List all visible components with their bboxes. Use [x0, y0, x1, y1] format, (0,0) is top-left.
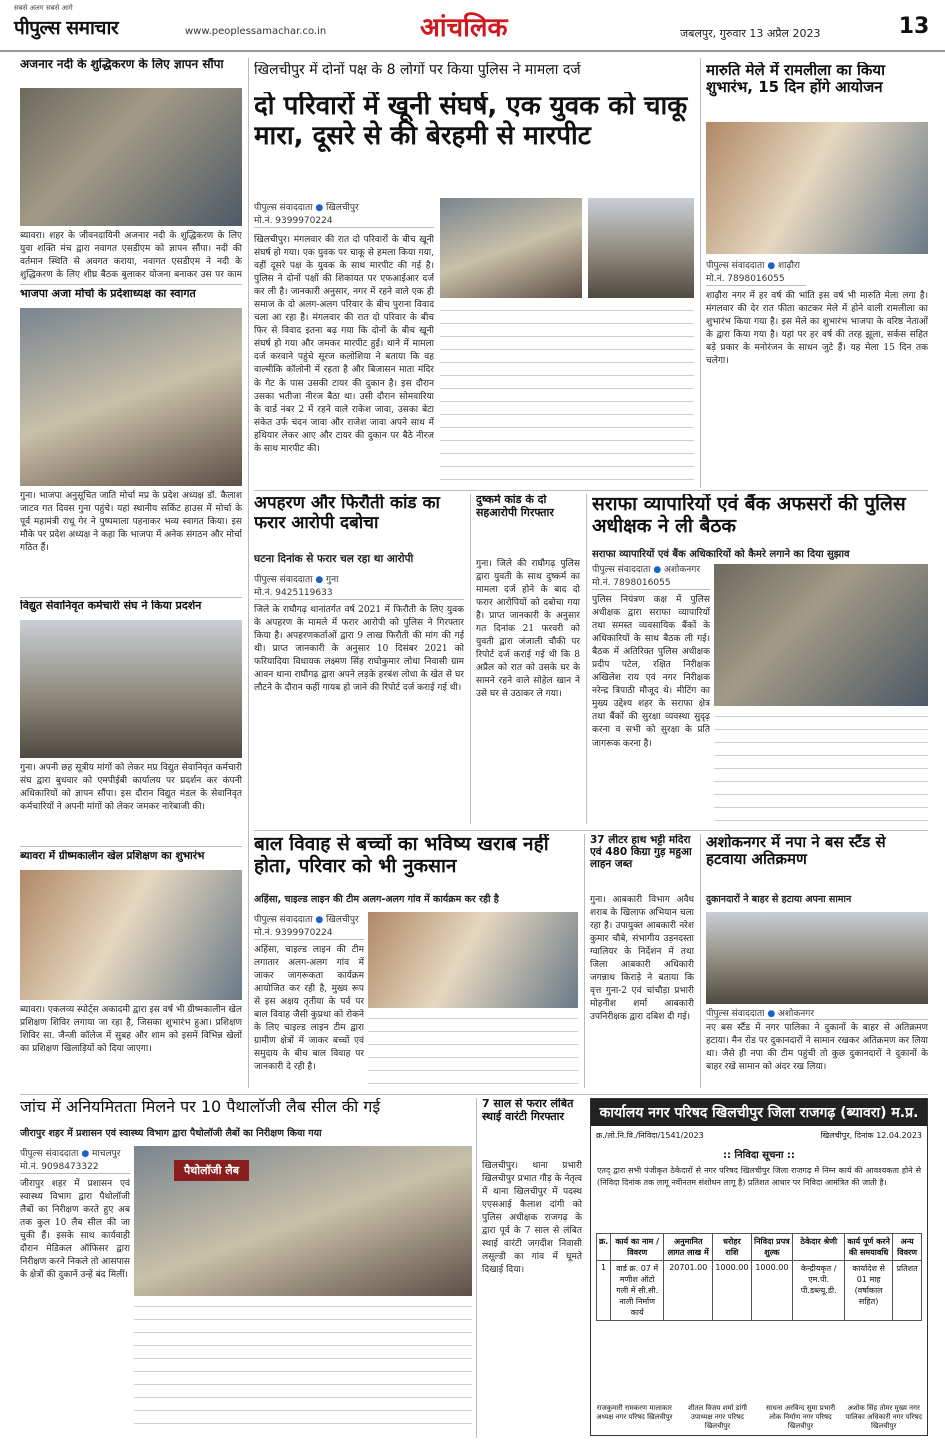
dateline-place: शाढ़ौरा: [778, 261, 800, 271]
column-header: निविदा प्रपत्र शुल्क: [751, 1234, 793, 1261]
story2-photo: [20, 308, 242, 486]
divider: [254, 490, 928, 491]
reporter-mobile: मो.नं. 9425119633: [254, 588, 333, 598]
rape-headline-wrap: [476, 494, 580, 554]
signature-block: राजकुमारी रामकरण मालाकार अध्यक्ष नगर परिषद खिलचीपुर: [596, 1403, 673, 1421]
reporter-mobile: मो.नं. 9399970224: [254, 216, 333, 226]
story4-text: ब्यावरा। एकलव्य स्पोर्ट्स अकादमी द्वारा इस वर्ष भी ग्रीष्मकालीन खेल प्रशिक्षण शिविर लगाया जा रहा है, जिसका शुभारंभ हुआ। प्रशिक्षण शिविर सा. जैन्जी कॉलेज में सुबह और शाम को इसमें विभिन्न खेलों का प्रशिक्षण खिलाड़ियों को दिया जाएगा।: [20, 1005, 242, 1055]
story3-title-wrap: [20, 600, 242, 618]
lead-text-continued: [440, 304, 694, 484]
story3-photo: [20, 620, 242, 758]
lead-photo-2: [588, 198, 694, 298]
dateline-place: अशोकनगर: [664, 565, 701, 575]
story3-text: गुना। अपनी छह सूत्रीय मांगों को लेकर मप्र विद्युत सेवानिवृत कर्मचारी संघ द्वारा बुधवार को एमपीईबी कार्यालय पर प्रदर्शन कर कंपनी अधिकारियों को ज्ञापन सौंपा। इस दौरान विद्युत मंडल के सेवानिवृत कर्मचारियों ने अपनी मांगों को लेकर जमकर नारेबाजी की।: [20, 763, 242, 813]
lead-kicker-wrap: [254, 62, 694, 86]
column-divider: [476, 1098, 477, 1438]
lead-headline-wrap: [254, 92, 694, 184]
child-marriage-subhead: अहिंसा, चाइल्ड लाइन की टीम अलग-अलग गांव में कार्यक्रम कर रही है: [254, 894, 499, 905]
column-header: अन्य विवरण: [893, 1234, 922, 1261]
lab-subhead: जीरापुर शहर में प्रशासन एवं स्वास्थ्य विभाग द्वारा पैथोलॉजी लैबों का निरीक्षण किया गया: [20, 1128, 322, 1139]
dot-icon: ●: [315, 915, 324, 925]
tender-notice: [590, 1098, 928, 1436]
table-cell: प्रतिशत: [893, 1261, 922, 1321]
notice-table-wrap: [591, 1229, 927, 1325]
notice-title: कार्यालय नगर परिषद खिलचीपुर जिला राजगढ़ (ब्यावरा) म.प्र.: [591, 1099, 927, 1126]
bankers-headline-wrap: [592, 494, 928, 544]
child-marriage-photo: [368, 912, 578, 1008]
reporter-mobile: मो.नं. 7898016055: [592, 578, 671, 588]
reporter-mobile: मो.नं. 9399970224: [254, 928, 333, 938]
dot-icon: ●: [81, 1149, 90, 1159]
column-header: कार्य का नाम / विवरण: [611, 1234, 664, 1261]
child-marriage-byline: [254, 912, 364, 940]
kidnap-byline: [254, 572, 464, 600]
rape-text: गुना। जिले की राघौगढ़ पुलिस द्वारा युवती के साथ दुष्कर्म का मामला दर्ज होने के बाद दो फरार आरोपियों को दबोचा गया है। प्राप्त जानकारी के अनुसार गत दिनांक 21 फरवरी को युवती द्वारा जंजाली चौकी पर रिपोर्ट दर्ज कराई गई थी कि 8 अप्रैल को रात को उसके घर के सामने रहने वाले सोहेल खान ने उसे घर से उठाकर ले गया।: [476, 559, 580, 700]
liquor-headline-wrap: [590, 834, 694, 890]
reporter-label: पीपुल्स संवाददाता: [20, 1149, 79, 1159]
reporter-mobile: मो.नं. 9098473322: [20, 1162, 99, 1172]
dateline: जबलपुर, गुरुवार 13 अप्रैल 2023: [680, 27, 821, 40]
notice-date: खिलचीपुर, दिनांक 12.04.2023: [820, 1131, 922, 1140]
bankers-subhead-wrap: [592, 546, 928, 562]
child-marriage-text: अहिंसा, चाइल्ड लाइन की टीम लगातार अलग-अलग गांव में जाकर जागरूकता कार्यक्रम आयोजित कर रही है, मुख्य रूप से इस अक्षय तृतीया के पर्व पर बाल विवाह जैसी कुप्रथा को रोकने के लिए चाइल्ड लाइन टीम द्वारा ग्रामीण क्षेत्रों में जाकर बच्चों एवं समुदाय के बीच बाल विवाह पर जानकारी दे रही है।: [254, 945, 364, 1073]
encroach-subhead: दुकानदारों ने बाहर से हटाया अपना सामान: [706, 894, 852, 905]
lead-photo-1: [440, 198, 582, 298]
bankers-subhead: सराफा व्यापारियों एवं बैंक अधिकारियों को कैमरे लगाने का दिया सुझाव: [592, 549, 850, 560]
column-divider: [584, 834, 585, 1088]
dateline-place: खिलचीपुर: [326, 915, 359, 925]
encroach-subhead-wrap: [706, 892, 928, 908]
lab-text-continued: [134, 1300, 472, 1436]
reporter-label: पीपुल्स संवाददाता: [592, 565, 651, 575]
story2-title-wrap: [20, 288, 242, 306]
lab-text: जीरापुर शहर में प्रशासन एवं स्वास्थ्य विभाग द्वारा पैथोलॉजी लैबों का निरीक्षण करते हुए अब तक कुल 10 लैब सील की जा चुकी हैं। इसके साथ कार्यवाही दौरान मेडिकल ऑफिसर द्वारा निरीक्षण करने निकले तो आसपास के क्षेत्रों की दुकानें उन्हें बंद मिलीं।: [20, 1179, 130, 1281]
child-marriage-headline-wrap: [254, 834, 578, 890]
column-divider: [700, 58, 701, 488]
story1-text: ब्यावरा। शहर के जीवनदायिनी अजनार नदी के शुद्धिकरण के लिए युवा शक्ति मंच द्वारा नवागत एसडीएम को ज्ञापन सौंपा। नदी की वर्तमान स्थिति से अवगत कराया, नवागत एसडीएम ने नदी के शुद्धिकरण के लिए शीघ्र बैठक बुलाकर योजना बनाकर उस पर काम: [20, 231, 242, 281]
warrant-headline-wrap: [482, 1098, 582, 1156]
page-number: 13: [898, 14, 930, 39]
bankers-text: पुलिस नियंत्रण कक्ष में पुलिस अधीक्षक द्वारा सराफा व्यापारियों तथा समस्त व्यवसायिक बैंकों के अधिकारियों के साथ बैठक ली गई। बैठक में अतिरिक्त पुलिस अधीक्षक प्रदीप पटेल, रक्षित निरीक्षक अखिलेश राय एवं नगर निरीक्षक नरेन्द्र त्रिपाठी मौजूद थे। मीटिंग का मुख्य उद्देश्य शहर के सराफा क्षेत्र तथा बैंकों की सुरक्षा व्यवस्था सुदृढ़ करना व सभी को सुरक्षा के प्रति जागरूक करना है।: [592, 595, 710, 749]
table-header-row: [597, 1234, 922, 1261]
lead-byline: [254, 200, 434, 228]
ramlila-headline: मारुति मेले में रामलीला का किया शुभारंभ, 15 दिन होंगे आयोजन: [706, 62, 885, 97]
ramlila-text: शाढ़ौरा नगर में हर वर्ष की भांति इस वर्ष भी मारुति मेला लगा है। मंगलवार की देर रात फीता काटकर मेले में होने वाली रामलीला का शुभारंभ किया गया है। इस मेले का शुभारंभ भाजपा के वरिष्ठ नेताओं के द्वारा किया गया है। यहां पर हर वर्ष की तरह झूला, सर्कस सहित बड़े प्रकार के मनोरंजन के साधन जुटे हैं। यह मेला 15 दिन तक चलेगा।: [706, 291, 928, 367]
column-header: अनुमानित लागत लाख में: [664, 1234, 713, 1261]
kidnap-text: जिले के राघौगढ़ थानांतर्गत वर्ष 2021 में फिरौती के लिए युवक के अपहरण के मामले में फरार आरोपी को पुलिस ने गिरफ्तार किया है। अपहरणकर्ताओं द्वारा 9 लाख फिरौती की मांग की गई थी। प्राप्त जानकारी के अनुसार 10 दिसंबर 2021 को फरियादिया विधायक लक्ष्मण सिंह राघोकुमार लोधा निवासी ग्राम आवन थाना राघौगढ़ द्वारा अपने लड़के हरबंश लोधा के खेत से घर लौटने के दौरान कहीं गायब हो जाने की रिपोर्ट दर्ज कराई गई थी।: [254, 605, 464, 694]
dot-icon: ●: [315, 203, 324, 213]
column-header: धरोहर राशि: [713, 1234, 751, 1261]
brand-logo: पीपुल्स समाचार: [14, 17, 119, 39]
story4-title: ब्यावरा में ग्रीष्मकालीन खेल प्रशिक्षण का शुभारंभ: [20, 850, 205, 862]
ramlila-byline: [706, 258, 806, 286]
bankers-photo: [714, 564, 928, 706]
column-divider: [586, 494, 587, 824]
warrant-headline: 7 साल से फरार लंबित स्थाई वारंटी गिरफ्तार: [482, 1098, 574, 1123]
story2-text: गुना। भाजपा अनुसूचित जाति मोर्चा मप्र के प्रदेश अध्यक्ष डॉ. कैलाश जाटव गत दिवस गुना पहुंचे। यहां स्थानीय सर्किट हाउस में मोर्चा के पूर्व महामंत्री राधू गेर ने पुष्पमाला पहनाकर भव्य स्वागत किया। इस मौके पर प्रदेश अध्यक्ष ने कहा कि भाजपा में अनेक संगठन और मोर्चा गठित हैं।: [20, 491, 242, 554]
signature-block: अशोक सिंह तोमर मुख्य नगर पालिका अधिकारी नगर परिषद खिलचीपुर: [845, 1403, 922, 1430]
column-header: क्र.: [597, 1234, 611, 1261]
lab-subhead-wrap: [20, 1126, 472, 1142]
lead-kicker: खिलचीपुर में दोनों पक्ष के 8 लोगों पर किया पुलिस ने मामला दर्ज: [254, 62, 581, 78]
bankers-headline: सराफा व्यापारियों एवं बैंक अफसरों की पुलिस अधीक्षक ने ली बैठक: [592, 494, 906, 537]
dateline-place: माचलपुर: [92, 1149, 121, 1159]
encroach-headline: अशोकनगर में नपा ने बस स्टैंड से हटवाया अतिक्रमण: [706, 834, 886, 869]
column-header: ठेकेदार श्रेणी: [793, 1234, 845, 1261]
table-cell: 1: [597, 1261, 611, 1321]
dateline-place: खिलचीपुर: [326, 203, 359, 213]
encroach-text: नए बस स्टैंड में नगर पालिका ने दुकानों के बाहर से अतिक्रमण हटाया। मैन रोड पर दुकानदारों ने सामान रखकर अतिक्रमण कर लिया था। जैसे ही नपा की टीम पहुंची तो कुछ दुकानदारों ने दुकानों के बाहर रखे सामान को अंदर रख लिया।: [706, 1023, 928, 1073]
bankers-byline: [592, 562, 710, 590]
encroach-byline: [706, 1006, 928, 1020]
table-cell: 1000.00: [751, 1261, 793, 1321]
lab-shop-sign: पैथोलॉजी लैब: [174, 1160, 249, 1181]
ramlila-photo: [706, 122, 928, 254]
reporter-label: पीपुल्स संवाददाता: [706, 261, 765, 271]
notice-table: [596, 1233, 922, 1321]
child-marriage-headline: बाल विवाह से बच्चों का भविष्य खराब नहीं होता, परिवार को भी नुकसान: [254, 834, 549, 877]
story1-photo: [20, 88, 242, 226]
encroach-photo: [706, 912, 928, 1004]
bankers-text-continued: [714, 710, 928, 824]
warrant-text: खिलचीपुर। थाना प्रभारी खिलचीपुर प्रभात गौड़ के नेतृत्व में थाना खिलचीपुर में पदस्थ एएसआई कैलाश दांगी को पुलिस अधीक्षक राजगढ़ के द्वारा पूर्व के 7 साल से लंबित स्थाई वारंटी जगदीश निवासी लसूल्डी का गांव में घूमते दिखाई दिया।: [482, 1161, 582, 1276]
story2-title: भाजपा अजा मोर्चा के प्रदेशाध्यक्ष का स्वागत: [20, 288, 196, 300]
dot-icon: ●: [767, 261, 776, 271]
kidnap-subhead: घटना दिनांक से फरार चल रहा था आरोपी: [254, 553, 414, 565]
lab-headline: जांच में अनियमितता मिलने पर 10 पैथालॉजी लैब सील की गई: [20, 1098, 381, 1116]
reporter-label: पीपुल्स संवाददाता: [254, 575, 313, 585]
divider: [20, 1094, 928, 1095]
signature-block: साधना अरविन्द सुमा प्रभारी लोक निर्माण नगर परिषद खिलचीपुर: [765, 1403, 836, 1430]
table-cell: 1000.00: [713, 1261, 751, 1321]
notice-heading: :: निविदा सूचना ::: [723, 1150, 795, 1161]
dateline-place: गुना: [326, 575, 339, 585]
child-marriage-text-continued: [368, 1012, 578, 1088]
notice-ref: क्र./लो.नि.वि./निविदा/1541/2023: [596, 1131, 704, 1140]
liquor-text: गुना। आबकारी विभाग अवैध शराब के खिलाफ अभियान चला रहा है। उपायुक्त आबकारी नरेश कुमार चौबे, संभागीय उड़नदस्ता ग्वालियर के निर्देशन में तथा जिला आबकारी अधिकारी जगन्नाथ किराड़े ने बताया कि वृत्त गुना-2 एवं चांचौड़ा प्रभारी मोहनीश शर्मा आबकारी उपनिरीक्षक द्वारा दबिश दी गई।: [590, 895, 694, 1023]
story3-title: विद्युत सेवानिवृत कर्मचारी संघ ने किया प्रदर्शन: [20, 600, 202, 612]
story1-title: अजनार नदी के शुद्धिकरण के लिए ज्ञापन सौंपा: [20, 58, 224, 71]
kidnap-headline-wrap: [254, 494, 464, 548]
masthead: [0, 0, 945, 52]
column-header: कार्य पूर्ण करने की समयावधि: [845, 1234, 893, 1261]
dot-icon: ●: [767, 1009, 776, 1019]
notice-text: एतद् द्वारा सभी पंजीकृत ठेकेदारों से नगर परिषद खिलचीपुर जिला राजगढ़ में निम्न कार्य की आवश्यकता होने से (निविदा दिनांक तक लागू नवीनतम संशोधन लागू है) प्रतिशत आधार पर निविदा आमंत्रित की जाती है।: [597, 1166, 921, 1187]
table-row: [597, 1261, 922, 1321]
encroach-headline-wrap: [706, 834, 928, 890]
story4-photo: [20, 870, 242, 1000]
reporter-label: पीपुल्स संवाददाता: [706, 1009, 765, 1019]
kidnap-subhead-wrap: [254, 552, 464, 568]
divider: [20, 597, 242, 598]
website-link[interactable]: www.peoplessamachar.co.in: [185, 26, 327, 37]
brand-tagline: सबसे अलग सबसे आगे: [14, 4, 73, 12]
lead-text: खिलचीपुर। मंगलवार की रात दो परिवारों के बीच खूनी संघर्ष हो गया। एक युवक पर चाकू से हमला किया गया, वहीं दूसरे पक्ष के युवक के साथ मारपीट की गई है। पुलिस ने दोनों पक्षों की शिकायत पर एफआईआर दर्ज कर ली है। जानकारी अनुसार, नगर में रहने वाले एक ही समाज के दो अलग-अलग परिवार के बीच पुराना विवाद चला आ रहा है। मंगलवार की रात दो परिवार के बीच फिर से विवाद इतना बढ़ गया कि दोनों के बीच खूनी संघर्ष हो गया और जमकर मारपीट हुई। थाने में मामला दर्ज करवाने पहुंचे सूरज कलोशिया ने बताया कि वह वाल्मीकि कॉलोनी में रहता है और बिजासन माता मंदिर के गेट के पास उसकी टायर की दुकान है। इस दौरान उसका भतीजा नीरज बैठा था। उसी दौरान सोमवारिया के वार्ड नंबर 2 में रहने वाले राकेश जावा, उसका बेटा संकेत उर्फ चंदन जावा और राजेश जावा अपने साथ में हथियार लेकर आए और टायर की दुकान पर बैठे नीरज के साथ मारपीट की।: [254, 235, 434, 454]
reporter-label: पीपुल्स संवाददाता: [254, 915, 313, 925]
divider: [20, 846, 242, 847]
child-marriage-subhead-wrap: [254, 892, 578, 908]
kidnap-headline: अपहरण और फिरौती कांड का फरार आरोपी दबोचा: [254, 494, 440, 533]
table-cell: केन्द्रीयकृत / एम.पी. पी.डब्ल्यू.डी.: [793, 1261, 845, 1321]
section-title: आंचलिक: [420, 13, 508, 43]
ramlila-headline-wrap: [706, 62, 928, 118]
lab-photo: [134, 1146, 472, 1296]
liquor-headline: 37 लीटर हाथ भट्टी मदिरा एवं 480 किग्रा गुड़ महुआ लाहन जब्त: [590, 834, 692, 871]
dot-icon: ●: [315, 575, 324, 585]
divider: [254, 830, 928, 831]
reporter-mobile: मो.नं. 7898016055: [706, 274, 785, 284]
dot-icon: ●: [653, 565, 662, 575]
story1-title-wrap: [20, 58, 242, 82]
table-cell: वार्ड क्र. 07 में मणीश ऑटो गली में सी.सी. नाली निर्माण कार्य: [611, 1261, 664, 1321]
column-divider: [470, 494, 471, 824]
lead-headline: दो परिवारों में खूनी संघर्ष, एक युवक को चाकू मारा, दूसरे से की बेरहमी से मारपीट: [254, 92, 688, 151]
lab-headline-wrap: [20, 1098, 472, 1124]
rape-headline: दुष्कर्म कांड के दो सहआरोपी गिरफ्तार: [476, 494, 554, 519]
dateline-place: अशोकनगर: [778, 1009, 815, 1019]
table-cell: कार्यादेश से 01 माह (वर्षाकाल सहित): [845, 1261, 893, 1321]
notice-signatures: [595, 1404, 923, 1431]
notice-meta: [591, 1126, 927, 1145]
column-divider: [248, 58, 249, 1088]
divider: [20, 284, 242, 285]
reporter-label: पीपुल्स संवाददाता: [254, 203, 313, 213]
column-divider: [700, 834, 701, 1088]
story4-title-wrap: [20, 850, 242, 868]
table-cell: 20701.00: [664, 1261, 713, 1321]
signature-block: शीतल विजय शर्मा डांगी उपाध्यक्ष नगर परिषद खिलचीपुर: [687, 1403, 747, 1430]
lab-byline: [20, 1146, 130, 1174]
